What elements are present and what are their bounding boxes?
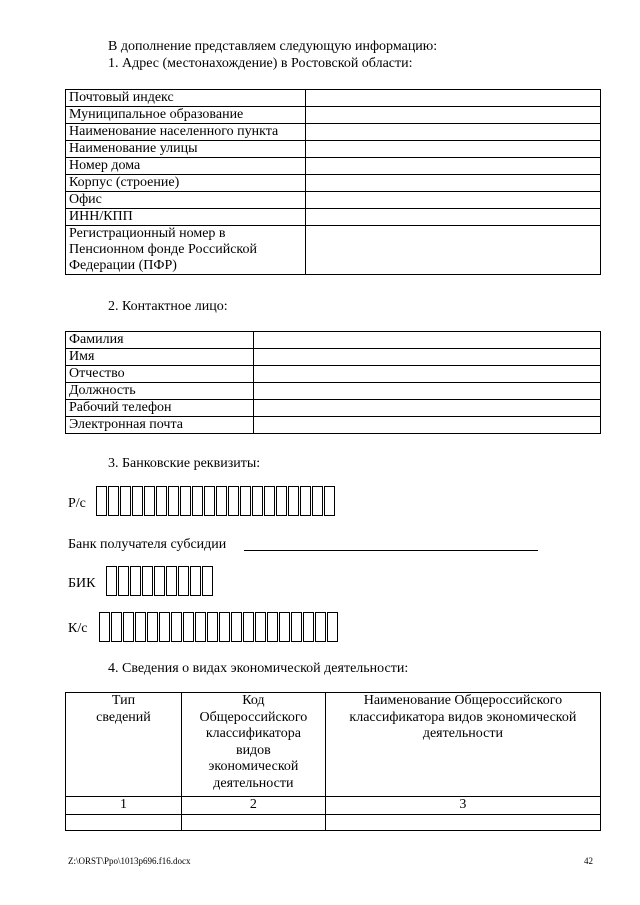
digit-box[interactable] [327, 612, 338, 642]
address-table [65, 89, 601, 275]
digit-box[interactable] [243, 612, 254, 642]
digit-box[interactable] [204, 486, 215, 516]
table-row [66, 90, 601, 107]
okved-type-field[interactable] [66, 814, 182, 830]
digit-box[interactable] [252, 486, 263, 516]
table-row [66, 124, 601, 141]
okved-code-field[interactable] [181, 814, 325, 830]
contact-value-field[interactable] [253, 349, 600, 366]
digit-box[interactable] [228, 486, 239, 516]
okved-name-field[interactable] [325, 814, 600, 830]
address-label: Офис [66, 192, 306, 209]
digit-box[interactable] [276, 486, 287, 516]
address-label: Наименование населенного пункта [66, 124, 306, 141]
digit-box[interactable] [190, 566, 201, 596]
address-value-field[interactable] [305, 226, 600, 275]
okved-table [65, 692, 601, 831]
digit-box[interactable] [168, 486, 179, 516]
contact-label: Электронная почта [66, 417, 254, 434]
digit-box[interactable] [147, 612, 158, 642]
column-number: 3 [325, 797, 600, 815]
digit-box[interactable] [120, 486, 131, 516]
digit-box[interactable] [219, 612, 230, 642]
intro-line-1: В дополнение представляем следующую информацию: [108, 39, 438, 54]
rs-digit-boxes[interactable] [96, 486, 336, 516]
section-3-heading: 3. Банковские реквизиты: [108, 456, 261, 471]
digit-box[interactable] [156, 486, 167, 516]
address-value-field[interactable] [305, 158, 600, 175]
digit-box[interactable] [132, 486, 143, 516]
page-number: 42 [584, 856, 593, 866]
bank-name-field[interactable] [244, 550, 538, 551]
digit-box[interactable] [142, 566, 153, 596]
digit-box[interactable] [202, 566, 213, 596]
table-row [66, 158, 601, 175]
digit-box[interactable] [180, 486, 191, 516]
address-value-field[interactable] [305, 209, 600, 226]
address-label: Корпус (строение) [66, 175, 306, 192]
digit-box[interactable] [288, 486, 299, 516]
address-label: Муниципальное образование [66, 107, 306, 124]
digit-box[interactable] [231, 612, 242, 642]
contact-label: Должность [66, 383, 254, 400]
table-row [66, 175, 601, 192]
digit-box[interactable] [207, 612, 218, 642]
bik-digit-boxes[interactable] [106, 566, 214, 596]
header-name: Наименование Общероссийского классификатора видов экономической деятельности [325, 693, 600, 797]
digit-box[interactable] [166, 566, 177, 596]
digit-box[interactable] [144, 486, 155, 516]
contact-value-field[interactable] [253, 366, 600, 383]
ks-digit-boxes[interactable] [99, 612, 339, 642]
digit-box[interactable] [178, 566, 189, 596]
table-row [66, 332, 601, 349]
table-row [66, 107, 601, 124]
contact-label: Рабочий телефон [66, 400, 254, 417]
digit-box[interactable] [240, 486, 251, 516]
table-row [66, 192, 601, 209]
digit-box[interactable] [312, 486, 323, 516]
address-label: Почтовый индекс [66, 90, 306, 107]
table-row [66, 366, 601, 383]
contact-value-field[interactable] [253, 332, 600, 349]
digit-box[interactable] [171, 612, 182, 642]
address-value-field[interactable] [305, 124, 600, 141]
header-code: Код Общероссийского классификатора видов экономической деятельности [181, 693, 325, 797]
contact-label: Отчество [66, 366, 254, 383]
address-label: Регистрационный номер в Пенсионном фонде Российской Федерации (ПФР) [66, 226, 306, 275]
digit-box[interactable] [267, 612, 278, 642]
digit-box[interactable] [123, 612, 134, 642]
table-number-row [66, 797, 601, 815]
digit-box[interactable] [159, 612, 170, 642]
digit-box[interactable] [106, 566, 117, 596]
table-row [66, 400, 601, 417]
address-label: ИНН/КПП [66, 209, 306, 226]
digit-box[interactable] [111, 612, 122, 642]
digit-box[interactable] [192, 486, 203, 516]
digit-box[interactable] [303, 612, 314, 642]
bik-label: БИК [68, 576, 96, 591]
digit-box[interactable] [135, 612, 146, 642]
digit-box[interactable] [291, 612, 302, 642]
contact-value-field[interactable] [253, 417, 600, 434]
digit-box[interactable] [324, 486, 335, 516]
contact-table [65, 331, 601, 434]
table-row [66, 226, 601, 275]
digit-box[interactable] [154, 566, 165, 596]
address-label: Номер дома [66, 158, 306, 175]
contact-value-field[interactable] [253, 383, 600, 400]
digit-box[interactable] [300, 486, 311, 516]
address-value-field[interactable] [305, 107, 600, 124]
address-value-field[interactable] [305, 175, 600, 192]
digit-box[interactable] [216, 486, 227, 516]
digit-box[interactable] [108, 486, 119, 516]
digit-box[interactable] [195, 612, 206, 642]
contact-value-field[interactable] [253, 400, 600, 417]
table-row [66, 383, 601, 400]
column-number: 2 [181, 797, 325, 815]
table-row [66, 814, 601, 830]
header-type: Тип сведений [66, 693, 182, 797]
digit-box[interactable] [96, 486, 107, 516]
contact-label: Имя [66, 349, 254, 366]
section-1-heading: 1. Адрес (местонахождение) в Ростовской области: [108, 56, 413, 71]
table-row [66, 349, 601, 366]
table-row [66, 141, 601, 158]
table-row [66, 417, 601, 434]
address-label: Наименование улицы [66, 141, 306, 158]
table-row [66, 209, 601, 226]
digit-box[interactable] [130, 566, 141, 596]
digit-box[interactable] [315, 612, 326, 642]
rs-label: Р/с [68, 496, 86, 511]
footer-file-path: Z:\ORST\Ppo\1013p696.f16.docx [68, 856, 191, 866]
table-header-row [66, 693, 601, 797]
digit-box[interactable] [183, 612, 194, 642]
address-value-field[interactable] [305, 141, 600, 158]
digit-box[interactable] [118, 566, 129, 596]
section-4-heading: 4. Сведения о видах экономической деятельности: [108, 661, 409, 676]
address-value-field[interactable] [305, 90, 600, 107]
digit-box[interactable] [255, 612, 266, 642]
bank-name-label: Банк получателя субсидии [68, 537, 227, 552]
section-2-heading: 2. Контактное лицо: [108, 299, 228, 314]
digit-box[interactable] [99, 612, 110, 642]
address-value-field[interactable] [305, 192, 600, 209]
digit-box[interactable] [279, 612, 290, 642]
column-number: 1 [66, 797, 182, 815]
ks-label: К/с [68, 621, 88, 636]
contact-label: Фамилия [66, 332, 254, 349]
digit-box[interactable] [264, 486, 275, 516]
